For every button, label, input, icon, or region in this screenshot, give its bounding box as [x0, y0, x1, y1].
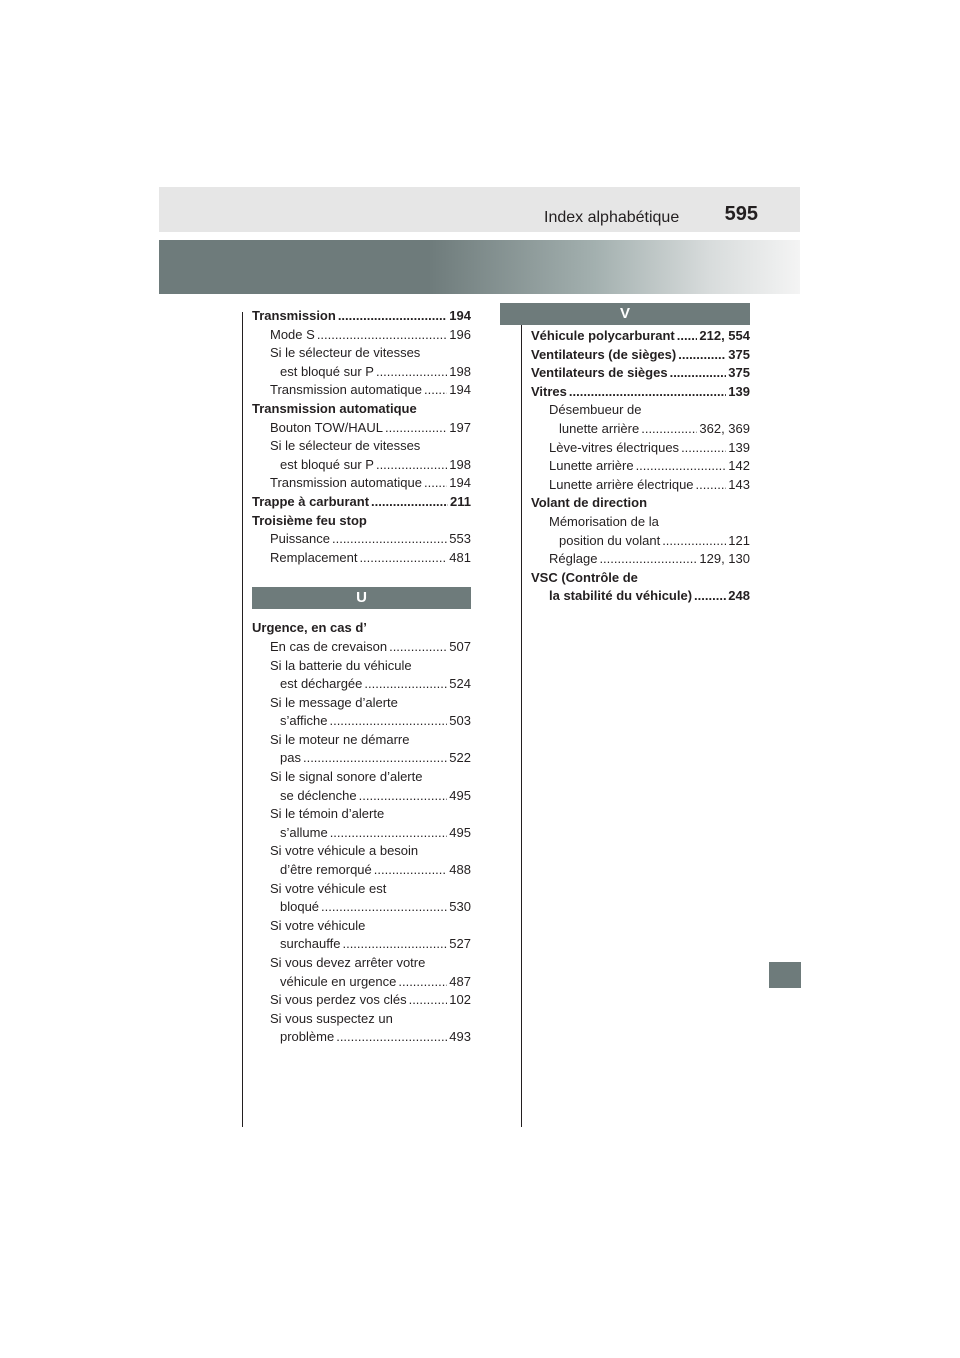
- index-entry-text: Transmission automatique: [270, 382, 422, 398]
- index-page-ref: 198: [449, 363, 471, 379]
- dot-leader: [599, 550, 697, 569]
- index-entry-text: Mode S: [270, 326, 315, 342]
- index-entry-text: Bouton TOW/HAUL: [270, 419, 383, 435]
- index-entry-text: la stabilité du véhicule): [549, 588, 693, 604]
- index-page-ref: 197: [449, 419, 471, 435]
- index-entry-text: Lunette arrière électrique: [549, 476, 694, 492]
- dot-leader: [332, 530, 447, 549]
- index-entry-text: est déchargée: [280, 676, 363, 692]
- index-entry-text: Si vous perdez vos clés: [270, 992, 407, 1008]
- index-page-ref: 522: [449, 750, 471, 766]
- index-page-ref: 481: [449, 549, 471, 565]
- dot-leader: [409, 991, 448, 1010]
- index-entry: [252, 824, 471, 843]
- index-page-ref: 493: [449, 1029, 471, 1045]
- index-entry-line: VSC (Contrôle de: [531, 569, 638, 585]
- index-entry-text: Transmission automatique: [270, 475, 422, 491]
- index-entry-line: Si le moteur ne démarre: [270, 731, 410, 747]
- dot-leader: [371, 493, 448, 512]
- page-header: [159, 187, 800, 232]
- index-page-ref: 375: [728, 346, 750, 362]
- index-entry: [252, 898, 471, 917]
- dot-leader: [662, 532, 726, 551]
- index-entry: [531, 587, 750, 606]
- index-page-ref: 507: [449, 638, 471, 654]
- index-entry-line: Si le témoin d’alerte: [270, 806, 385, 822]
- index-page-ref: 139: [728, 439, 750, 455]
- index-page-ref: 362, 369: [699, 420, 750, 436]
- index-entry-text: s’affiche: [280, 713, 328, 729]
- index-entry: [252, 638, 471, 657]
- index-entry: [531, 364, 750, 383]
- index-entry: [252, 749, 471, 768]
- dot-leader: [376, 456, 447, 475]
- index-entry-heading: Troisième feu stop: [252, 512, 367, 528]
- index-page-ref: 503: [449, 713, 471, 729]
- index-entry: [252, 712, 471, 731]
- index-entry-text: Transmission: [252, 308, 336, 323]
- index-page-ref: 495: [449, 787, 471, 803]
- index-column-right: [531, 327, 750, 606]
- dot-leader: [569, 383, 726, 402]
- index-page-ref: 530: [449, 899, 471, 915]
- dot-leader: [336, 1028, 447, 1047]
- index-page-ref: 121: [728, 532, 750, 548]
- index-entry-text: d’être remorqué: [280, 862, 372, 878]
- dot-leader: [338, 307, 447, 326]
- index-entry-text: Trappe à carburant: [252, 493, 370, 509]
- dot-leader: [696, 476, 727, 495]
- index-entry-text: pas: [280, 750, 301, 766]
- index-entry: [531, 457, 750, 476]
- index-entry: [252, 530, 471, 549]
- index-entry-text: Puissance: [270, 531, 330, 547]
- index-page-ref: 139: [728, 383, 750, 399]
- index-page-ref: 143: [728, 476, 750, 492]
- index-entry-line: Si votre véhicule est: [270, 880, 387, 896]
- index-entry: [252, 307, 471, 326]
- column-rule-left: [242, 312, 243, 1127]
- index-entry-text: bloqué: [280, 899, 320, 915]
- column-rule-middle: [521, 312, 522, 1127]
- dot-leader: [678, 346, 726, 365]
- index-page-ref: 495: [449, 824, 471, 840]
- index-entry: [531, 346, 750, 365]
- letter-heading-v: V: [500, 303, 750, 325]
- index-entry: [531, 383, 750, 402]
- index-entry-text: est bloqué sur P: [280, 456, 374, 472]
- index-entry-text: Vitres: [531, 383, 567, 399]
- thumb-index-tab: [769, 962, 801, 988]
- dot-leader: [364, 675, 447, 694]
- index-page-ref: 194: [449, 475, 471, 491]
- index-page-ref: 102: [449, 992, 471, 1008]
- index-entry: [252, 326, 471, 345]
- index-entry: [252, 493, 471, 512]
- index-entry: [252, 973, 471, 992]
- index-entry-line: Désembueur de: [549, 402, 642, 418]
- index-entry-line: Si le message d’alerte: [270, 694, 398, 710]
- dot-leader: [670, 364, 727, 383]
- index-page-ref: 488: [449, 862, 471, 878]
- index-entry: [252, 675, 471, 694]
- index-page-ref: 527: [449, 936, 471, 952]
- index-entry-line: Si votre véhicule: [270, 917, 366, 933]
- index-entry-line: Si votre véhicule a besoin: [270, 843, 419, 859]
- index-entry-heading: Volant de direction: [531, 495, 648, 511]
- index-entry: [531, 550, 750, 569]
- index-entry: [252, 474, 471, 493]
- index-entry-line: Si le sélecteur de vitesses: [270, 345, 421, 361]
- page-number: 595: [724, 203, 758, 225]
- index-page-ref: 129, 130: [699, 551, 750, 567]
- index-entry-text: Lève-vitres électriques: [549, 439, 680, 455]
- index-entry-line: Si le signal sonore d’alerte: [270, 769, 423, 785]
- index-entry-text: Véhicule polycarburant: [531, 328, 675, 343]
- index-entry-heading: Urgence, en cas d’: [252, 620, 367, 636]
- dot-leader: [376, 363, 447, 382]
- index-entry: [252, 935, 471, 954]
- index-page-ref: 194: [449, 308, 471, 323]
- index-entry-text: Réglage: [549, 551, 598, 567]
- index-entry-text: problème: [280, 1029, 335, 1045]
- index-entry-heading: Transmission automatique: [252, 400, 417, 416]
- index-entry-text: lunette arrière: [559, 420, 640, 436]
- u-entries: [252, 619, 471, 1047]
- letter-heading-u: U: [252, 587, 471, 609]
- index-entry: [252, 381, 471, 400]
- dot-leader: [330, 824, 448, 843]
- index-entry: [531, 327, 750, 346]
- dot-leader: [636, 457, 727, 476]
- section-title: Index alphabétique: [544, 209, 680, 226]
- index-entry: [252, 419, 471, 438]
- index-page-ref: 524: [449, 676, 471, 692]
- index-entry-line: Si le sélecteur de vitesses: [270, 438, 421, 454]
- index-column-left: [252, 307, 471, 1047]
- dot-leader: [694, 587, 726, 606]
- dot-leader: [424, 381, 447, 400]
- dot-leader: [303, 749, 447, 768]
- index-page-ref: 198: [449, 456, 471, 472]
- index-entry-text: En cas de crevaison: [270, 638, 388, 654]
- index-entry: [252, 456, 471, 475]
- v-entries: [531, 327, 750, 606]
- index-entry: [252, 549, 471, 568]
- index-entry-text: Ventilateurs (de sièges): [531, 346, 677, 362]
- index-page-ref: 211: [450, 493, 471, 509]
- index-page-ref: 142: [728, 458, 750, 474]
- index-entry-text: Ventilateurs de sièges: [531, 365, 668, 381]
- index-entry: [531, 439, 750, 458]
- index-entry-text: position du volant: [559, 532, 661, 548]
- index-page-ref: 553: [449, 531, 471, 547]
- dot-leader: [374, 861, 448, 880]
- dot-leader: [385, 419, 447, 438]
- index-entry: [531, 420, 750, 439]
- dot-leader: [681, 439, 726, 458]
- header-gradient-band: [159, 240, 800, 294]
- index-entry: [531, 532, 750, 551]
- dot-leader: [359, 787, 448, 806]
- index-page-ref: 212, 554: [699, 328, 750, 343]
- index-entry-text: véhicule en urgence: [280, 973, 397, 989]
- dot-leader: [677, 327, 698, 346]
- index-entry: [252, 787, 471, 806]
- index-entry-text: s’allume: [280, 824, 328, 840]
- index-entry: [252, 1028, 471, 1047]
- dot-leader: [317, 326, 447, 345]
- dot-leader: [389, 638, 447, 657]
- index-entry: [252, 991, 471, 1010]
- index-entry-text: est bloqué sur P: [280, 363, 374, 379]
- dot-leader: [321, 898, 447, 917]
- index-page-ref: 487: [449, 973, 471, 989]
- index-entry-text: Lunette arrière: [549, 458, 634, 474]
- dot-leader: [359, 549, 447, 568]
- index-entry-text: se déclenche: [280, 787, 357, 803]
- index-entry-line: Si la batterie du véhicule: [270, 657, 412, 673]
- dot-leader: [342, 935, 447, 954]
- index-entry-line: Si vous suspectez un: [270, 1010, 393, 1026]
- index-entry: [531, 476, 750, 495]
- index-page-ref: 194: [449, 382, 471, 398]
- index-entry: [252, 861, 471, 880]
- index-entry-line: Mémorisation de la: [549, 513, 659, 529]
- index-entry-line: Si vous devez arrêter votre: [270, 955, 426, 970]
- index-page-ref: 248: [728, 588, 750, 604]
- dot-leader: [398, 973, 447, 992]
- index-page-ref: 375: [728, 365, 750, 381]
- dot-leader: [641, 420, 697, 439]
- index-entry-text: Remplacement: [270, 549, 358, 565]
- dot-leader: [424, 474, 447, 493]
- index-entry-text: surchauffe: [280, 936, 341, 952]
- dot-leader: [329, 712, 447, 731]
- t-entries: [252, 307, 471, 567]
- index-entry: [252, 363, 471, 382]
- index-page-ref: 196: [449, 326, 471, 342]
